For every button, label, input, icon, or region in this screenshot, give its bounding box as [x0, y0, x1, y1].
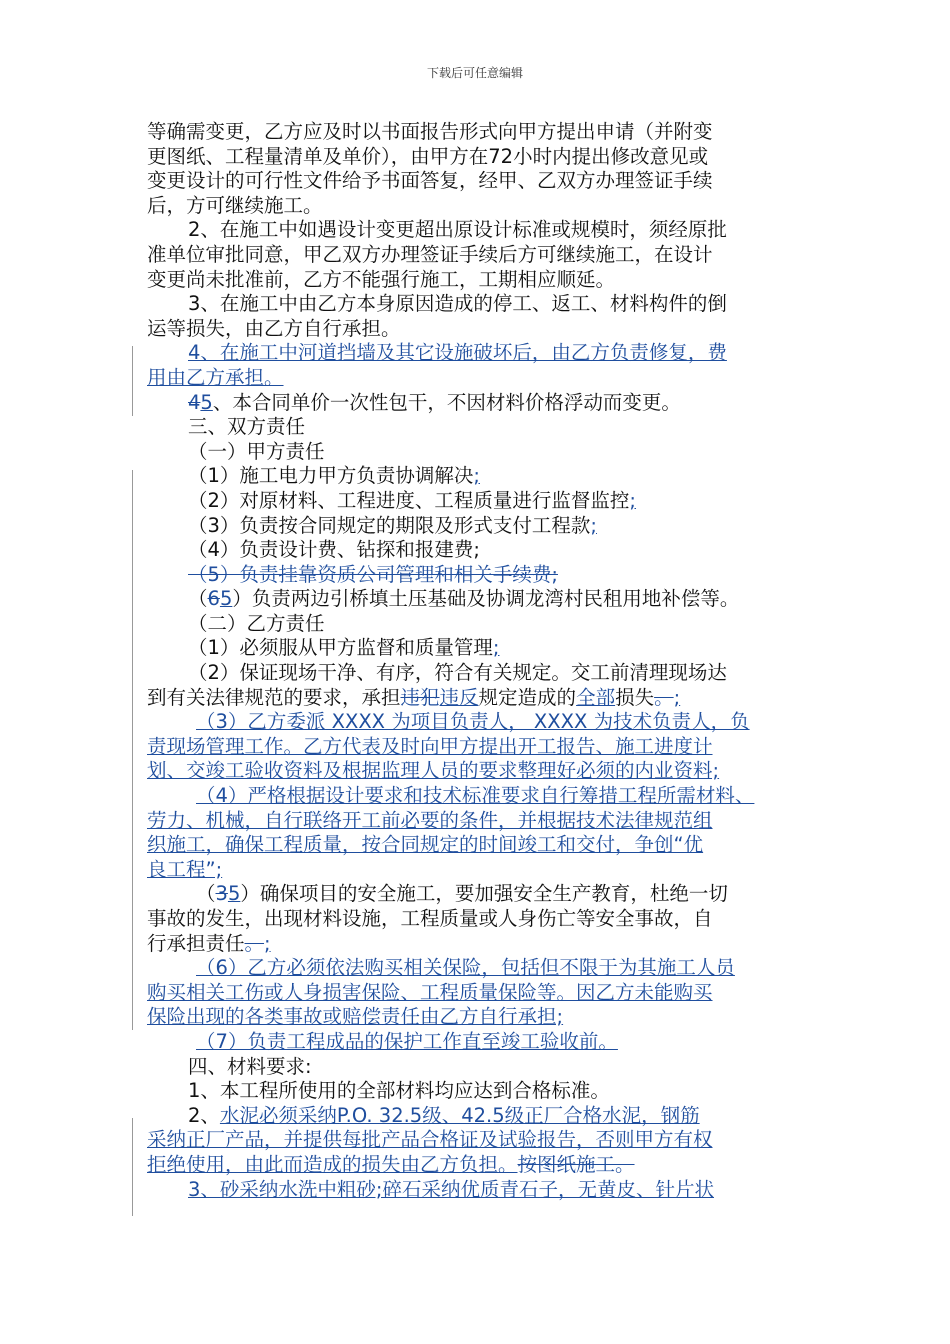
- page-header: 下载后可任意编辑: [426, 66, 523, 80]
- inserted-text: ;: [590, 513, 597, 537]
- inserted-text: ;: [264, 931, 271, 955]
- deleted-text: 。: [654, 685, 674, 709]
- text-line: 3、在施工中由乙方本身原因造成的停工、返工、材料构件的倒: [188, 292, 727, 316]
- text-span: 2、: [188, 1103, 220, 1127]
- text-line: [147, 1104, 807, 1129]
- inserted-text: 全部: [576, 685, 616, 709]
- document-body: [147, 120, 807, 1202]
- text-line: [147, 391, 807, 416]
- text-span: 行承担责任: [147, 931, 245, 955]
- text-line: [147, 587, 807, 612]
- text-span: （1）施工电力甲方负责协调解决: [188, 464, 474, 488]
- text-line: [147, 464, 807, 489]
- text-line: 变更尚未批准前，乙方不能强行施工，工期相应顺延。: [147, 267, 616, 291]
- text-line: 事故的发生，出现材料设施，工程质量或人身伤亡等安全事故，自: [147, 907, 713, 930]
- deleted-text: 4: [188, 390, 201, 414]
- change-bar: [132, 1118, 133, 1216]
- text-line: [147, 636, 807, 661]
- deleted-text: 6: [207, 587, 220, 611]
- inserted-line: 良工程”;: [147, 857, 223, 881]
- inserted-line: （7）负责工程成品的保护工作直至竣工验收前。: [196, 1029, 618, 1053]
- inserted-text: ;: [492, 636, 500, 660]
- text-span: （: [188, 587, 208, 611]
- text-line: 2、在施工中如遇设计变更超出原设计标准或规模时，须经原批: [188, 218, 727, 242]
- inserted-text: 拒绝使用，由此而造成的损失由乙方负担。: [147, 1152, 518, 1176]
- text-span: ）负责两边引桥填土压基础及协调龙湾村民租用地补偿等。: [232, 587, 740, 611]
- change-bar: [132, 346, 133, 416]
- inserted-line: （3）乙方委派 XXXX 为项目负责人， XXXX 为技术负责人，负: [196, 710, 750, 734]
- text-line: 更图纸、工程量清单及单价），由甲方在72小时内提出修改意见或: [147, 144, 709, 168]
- inserted-line: 织施工，确保工程质量，按合同规定的时间竣工和交付，争创“优: [147, 833, 704, 857]
- inserted-line: 划、交竣工验收资料及根据监理人员的要求整理好必须的内业资料;: [147, 759, 720, 783]
- text-span: （1）必须服从甲方监督和质量管理: [188, 636, 493, 660]
- inserted-text: ;: [629, 488, 636, 512]
- inserted-text: 违反: [439, 685, 479, 709]
- inserted-line: 保险出现的各类事故或赔偿责任由乙方自行承担;: [147, 1005, 564, 1029]
- text-line: [147, 686, 807, 711]
- text-line: [147, 489, 807, 514]
- inserted-text: 水泥必须采纳P.O. 32.5级、42.5级正厂合格水泥，钢筋: [219, 1103, 700, 1127]
- deleted-line: （5）负责挂靠资质公司管理和相关手续费;: [188, 562, 558, 586]
- inserted-text: ;: [473, 464, 480, 488]
- subsection-heading: （一）甲方责任: [188, 439, 325, 463]
- inserted-text: 5: [227, 882, 241, 906]
- inserted-line: 3、砂采纳水洗中粗砂;碎石采纳优质青石子，无黄皮、针片状: [188, 1177, 714, 1201]
- text-line: 后，方可继续施工。: [147, 193, 323, 217]
- section-heading: 三、双方责任: [188, 415, 306, 439]
- inserted-text: 5: [219, 587, 233, 611]
- deleted-text: 。: [244, 931, 265, 955]
- text-line: （2）保证现场干净、有序，符合有关规定。交工前清理现场达: [188, 661, 727, 685]
- text-line: 等确需变更，乙方应及时以书面报告形式向甲方提出申请（并附变: [147, 120, 713, 143]
- text-span: （3）负责按合同规定的期限及形式支付工程款: [188, 513, 591, 537]
- text-line: [147, 514, 807, 539]
- inserted-line: （6）乙方必须依法购买相关保险，包括但不限于为其施工人员: [196, 956, 735, 980]
- inserted-line: （4）严格根据设计要求和技术标准要求自行筹措工程所需材料、: [196, 784, 755, 808]
- inserted-line: 责现场管理工作。乙方代表及时向甲方提出开工报告、施工进度计: [147, 734, 713, 758]
- inserted-text: ;: [673, 685, 681, 709]
- inserted-line: 购买相关工伤或人身损害保险、工程质量保险等。因乙方未能购买: [147, 980, 713, 1004]
- inserted-line: 采纳正厂产品，并提供每批产品合格证及试验报告，否则甲方有权: [147, 1128, 713, 1152]
- text-span: 到有关法律规范的要求，承担: [147, 685, 401, 709]
- change-bar: [132, 470, 133, 1030]
- text-span: （: [196, 882, 216, 906]
- inserted-line: 用由乙方承担。: [147, 365, 284, 389]
- text-line: 准单位审批同意，甲乙双方办理签证手续后方可继续施工，在设计: [147, 242, 713, 266]
- text-line: 变更设计的可行性文件给予书面答复，经甲、乙双方办理签证手续: [147, 169, 713, 193]
- text-span: 、本合同单价一次性包干，不因材料价格浮动而变更。: [212, 390, 681, 414]
- text-span: 规定造成的: [478, 685, 577, 709]
- text-line: [147, 882, 807, 907]
- text-line: 1、本工程所使用的全部材料均应达到合格标准。: [188, 1079, 610, 1103]
- subsection-heading: （二）乙方责任: [188, 611, 325, 635]
- text-span: 损失: [615, 685, 655, 709]
- text-span: （2）对原材料、工程进度、工程质量进行监督监控: [188, 488, 630, 512]
- inserted-text: 5: [200, 390, 213, 414]
- text-span: ）确保项目的安全施工，要加强安全生产教育，杜绝一切: [240, 882, 728, 906]
- deleted-text: 3: [215, 882, 228, 906]
- text-line: [147, 1153, 807, 1178]
- inserted-line: 劳力、机械，自行联络开工前必要的条件，并根据技术法律规范组: [147, 808, 713, 832]
- section-heading: 四、材料要求:: [188, 1054, 312, 1078]
- deleted-text: 按图纸施工。: [517, 1152, 635, 1176]
- text-line: （4）负责设计费、钻探和报建费;: [188, 538, 480, 562]
- deleted-text: 违犯: [400, 685, 440, 709]
- text-line: [147, 932, 807, 957]
- inserted-line: 4、在施工中河道挡墙及其它设施破坏后，由乙方负责修复，费: [188, 341, 727, 365]
- text-line: 运等损失，由乙方自行承担。: [147, 316, 401, 340]
